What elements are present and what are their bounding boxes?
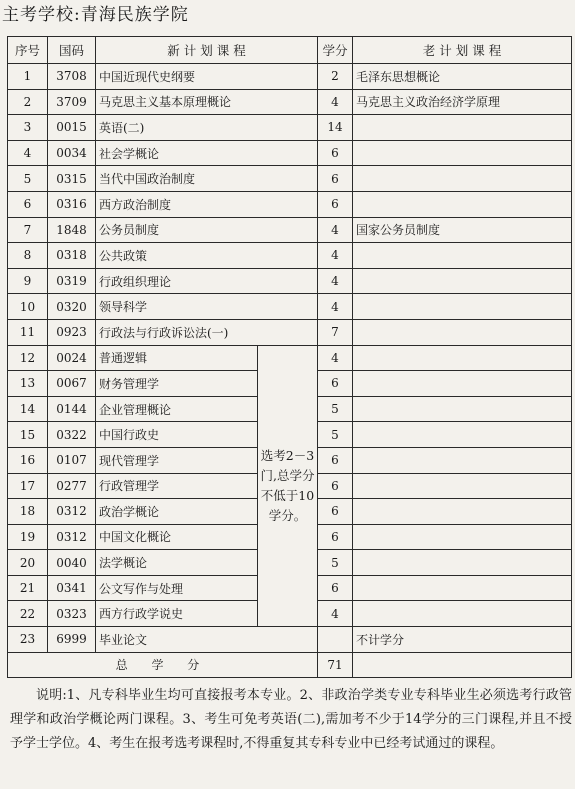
seq-cell: 17 (8, 473, 48, 499)
credit-cell: 6 (318, 447, 353, 473)
seq-cell: 16 (8, 447, 48, 473)
old-course-cell (353, 396, 572, 422)
header-code: 国码 (48, 37, 96, 64)
code-cell: 0318 (48, 243, 96, 269)
code-cell: 0312 (48, 499, 96, 525)
course-cell: 行政法与行政诉讼法(一) (96, 319, 318, 345)
old-course-cell (353, 268, 572, 294)
seq-cell: 19 (8, 524, 48, 550)
seq-cell: 5 (8, 166, 48, 192)
code-cell: 0277 (48, 473, 96, 499)
course-cell: 公务员制度 (96, 217, 318, 243)
credit-cell: 6 (318, 524, 353, 550)
old-course-cell: 毛泽东思想概论 (353, 64, 572, 90)
table-row (8, 115, 572, 141)
code-cell: 0341 (48, 575, 96, 601)
course-cell: 毕业论文 (96, 627, 318, 653)
credit-cell: 5 (318, 422, 353, 448)
seq-cell: 15 (8, 422, 48, 448)
table-row (8, 627, 572, 653)
course-cell: 行政组织理论 (96, 268, 318, 294)
course-cell: 西方行政学说史 (96, 601, 258, 627)
code-cell: 1848 (48, 217, 96, 243)
credit-cell: 6 (318, 371, 353, 397)
total-row (8, 652, 572, 678)
course-cell: 普通逻辑 (96, 345, 258, 371)
seq-cell: 3 (8, 115, 48, 141)
seq-cell: 10 (8, 294, 48, 320)
seq-cell: 6 (8, 191, 48, 217)
credit-cell: 4 (318, 268, 353, 294)
seq-cell: 20 (8, 550, 48, 576)
table-row (8, 319, 572, 345)
course-cell: 现代管理学 (96, 447, 258, 473)
total-label: 总 学 分 (8, 652, 318, 678)
credit-cell: 6 (318, 140, 353, 166)
code-cell: 0320 (48, 294, 96, 320)
course-cell: 英语(二) (96, 115, 318, 141)
old-course-cell (353, 345, 572, 371)
course-cell: 中国文化概论 (96, 524, 258, 550)
header-old-course: 老 计 划 课 程 (353, 37, 572, 64)
old-course-cell (353, 191, 572, 217)
school-title: 主考学校:青海民族学院 (2, 5, 189, 25)
table-row (8, 140, 572, 166)
code-cell: 3708 (48, 64, 96, 90)
table-row (8, 217, 572, 243)
course-plan-table (7, 36, 572, 678)
table-header-row (8, 37, 572, 64)
old-course-cell (353, 575, 572, 601)
code-cell: 0067 (48, 371, 96, 397)
old-course-cell (353, 166, 572, 192)
seq-cell: 18 (8, 499, 48, 525)
credit-cell: 4 (318, 217, 353, 243)
old-course-cell (353, 601, 572, 627)
code-cell: 0107 (48, 447, 96, 473)
code-cell: 0312 (48, 524, 96, 550)
seq-cell: 2 (8, 89, 48, 115)
credit-cell: 2 (318, 64, 353, 90)
old-course-cell (353, 243, 572, 269)
old-course-cell (353, 524, 572, 550)
credit-cell: 6 (318, 191, 353, 217)
seq-cell: 1 (8, 64, 48, 90)
credit-cell: 6 (318, 473, 353, 499)
course-cell: 政治学概论 (96, 499, 258, 525)
code-cell: 0024 (48, 345, 96, 371)
old-course-cell (353, 447, 572, 473)
old-course-cell (353, 115, 572, 141)
elective-note: 选考2－3门,总学分不低于10学分。 (258, 345, 318, 627)
table-row (8, 166, 572, 192)
seq-cell: 21 (8, 575, 48, 601)
seq-cell: 11 (8, 319, 48, 345)
course-cell: 企业管理概论 (96, 396, 258, 422)
credit-cell: 4 (318, 294, 353, 320)
old-course-cell (353, 422, 572, 448)
credit-cell: 14 (318, 115, 353, 141)
header-credit: 学分 (318, 37, 353, 64)
old-course-cell (353, 319, 572, 345)
seq-cell: 22 (8, 601, 48, 627)
code-cell: 0923 (48, 319, 96, 345)
course-cell: 法学概论 (96, 550, 258, 576)
code-cell: 0040 (48, 550, 96, 576)
code-cell: 0015 (48, 115, 96, 141)
table-row (8, 294, 572, 320)
course-cell: 社会学概论 (96, 140, 318, 166)
table-row (8, 268, 572, 294)
course-cell: 当代中国政治制度 (96, 166, 318, 192)
credit-cell: 7 (318, 319, 353, 345)
seq-cell: 9 (8, 268, 48, 294)
old-course-cell: 马克思主义政治经济学原理 (353, 89, 572, 115)
seq-cell: 13 (8, 371, 48, 397)
table-row (8, 64, 572, 90)
old-course-cell (353, 499, 572, 525)
credit-cell: 4 (318, 601, 353, 627)
code-cell: 3709 (48, 89, 96, 115)
credit-cell: 6 (318, 575, 353, 601)
seq-cell: 7 (8, 217, 48, 243)
course-cell: 行政管理学 (96, 473, 258, 499)
code-cell: 6999 (48, 627, 96, 653)
credit-cell: 4 (318, 89, 353, 115)
course-cell: 公共政策 (96, 243, 318, 269)
course-cell: 公文写作与处理 (96, 575, 258, 601)
seq-cell: 14 (8, 396, 48, 422)
credit-cell: 6 (318, 166, 353, 192)
code-cell: 0319 (48, 268, 96, 294)
code-cell: 0322 (48, 422, 96, 448)
table-row (8, 89, 572, 115)
header-seq: 序号 (8, 37, 48, 64)
old-course-cell (353, 371, 572, 397)
seq-cell: 12 (8, 345, 48, 371)
seq-cell: 8 (8, 243, 48, 269)
credit-cell: 6 (318, 499, 353, 525)
credit-cell: 4 (318, 345, 353, 371)
table-row (8, 345, 572, 371)
table-row (8, 191, 572, 217)
code-cell: 0323 (48, 601, 96, 627)
old-course-cell (353, 473, 572, 499)
credit-cell: 5 (318, 550, 353, 576)
code-cell: 0316 (48, 191, 96, 217)
course-cell: 财务管理学 (96, 371, 258, 397)
old-course-cell (353, 140, 572, 166)
course-cell: 西方政治制度 (96, 191, 318, 217)
course-cell: 中国行政史 (96, 422, 258, 448)
total-old-cell (353, 652, 572, 678)
table-row (8, 243, 572, 269)
course-cell: 马克思主义基本原理概论 (96, 89, 318, 115)
credit-cell: 4 (318, 243, 353, 269)
old-course-cell (353, 550, 572, 576)
old-course-cell: 不计学分 (353, 627, 572, 653)
course-cell: 中国近现代史纲要 (96, 64, 318, 90)
old-course-cell (353, 294, 572, 320)
old-course-cell: 国家公务员制度 (353, 217, 572, 243)
code-cell: 0315 (48, 166, 96, 192)
code-cell: 0144 (48, 396, 96, 422)
seq-cell: 4 (8, 140, 48, 166)
total-value: 71 (318, 652, 353, 678)
credit-cell: 5 (318, 396, 353, 422)
code-cell: 0034 (48, 140, 96, 166)
notes-paragraph: 说明:1、凡专科毕业生均可直接报考本专业。2、非政治学类专业专科毕业生必须选考行政管理学和政治学概论两门课程。3、考生可免考英语(二),需加考不少于14学分的三门课程,并且不授予学士学位。4、考生在报考选考课程时,不得重复其专科专业中已经考试通过的课程。 (10, 688, 572, 751)
seq-cell: 23 (8, 627, 48, 653)
header-new-course: 新 计 划 课 程 (96, 37, 318, 64)
course-cell: 领导科学 (96, 294, 318, 320)
credit-cell (318, 627, 353, 653)
